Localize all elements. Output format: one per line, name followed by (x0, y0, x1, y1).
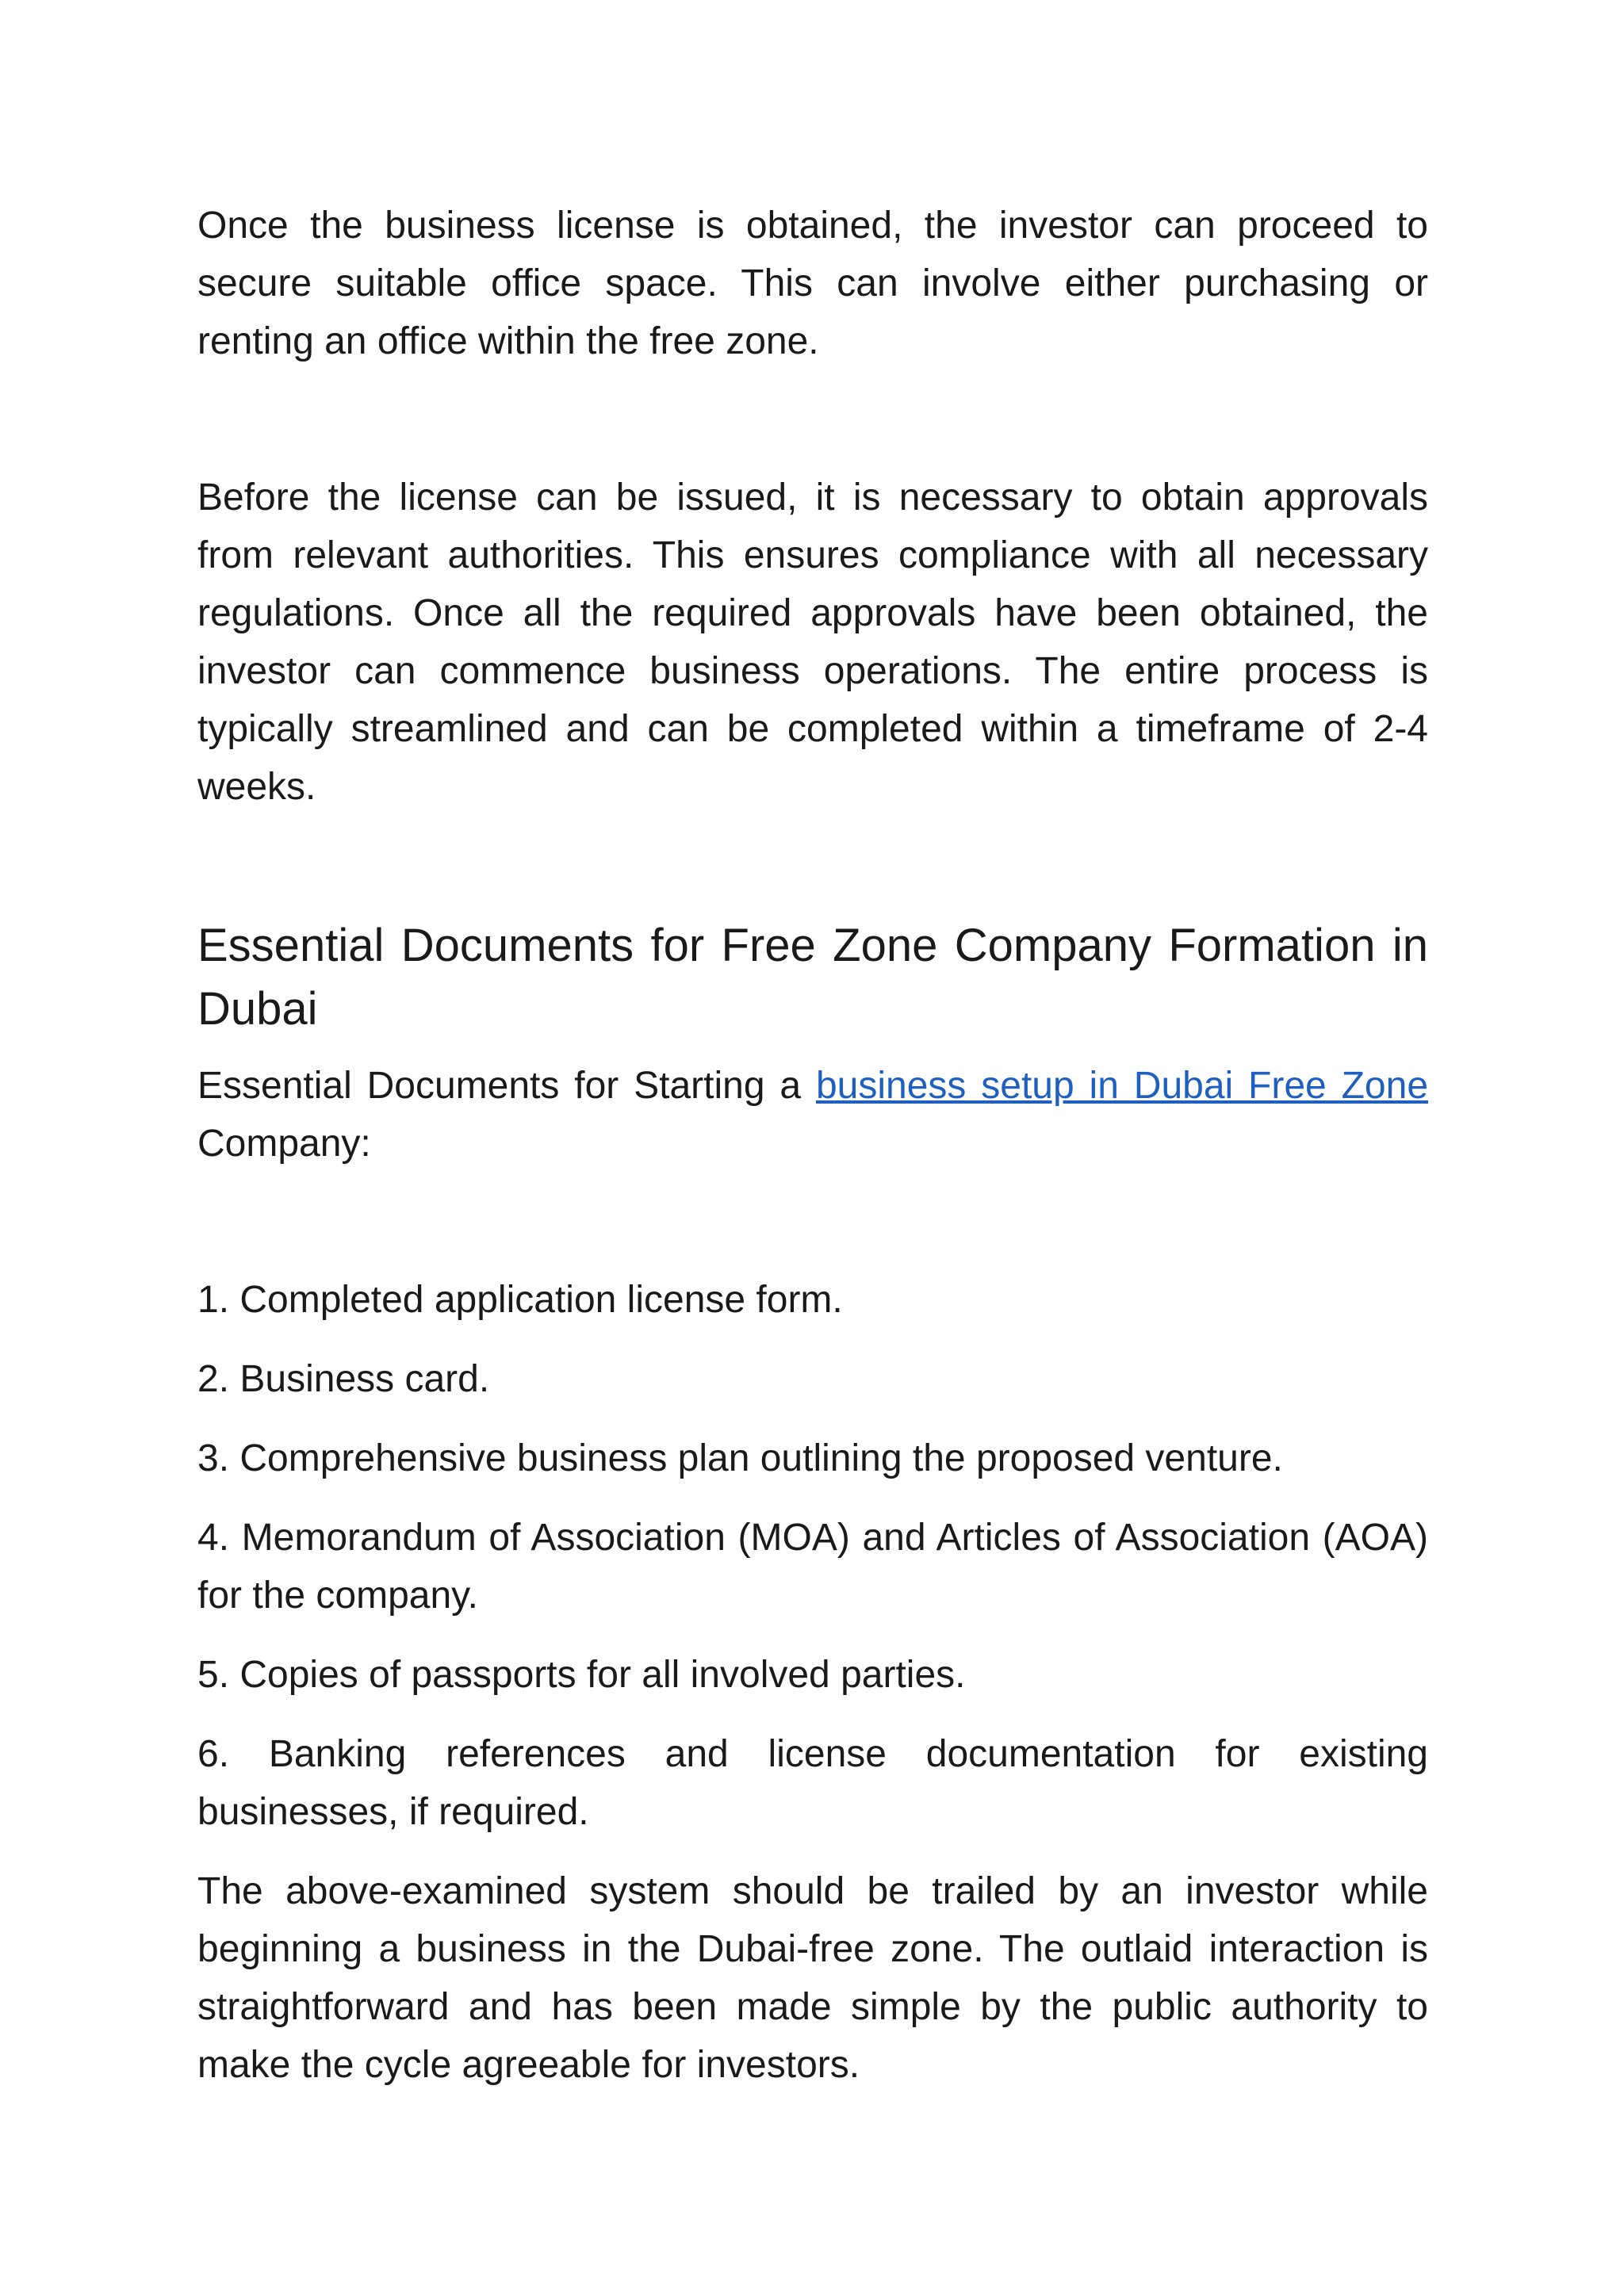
list-item: 1. Completed application license form. (197, 1279, 843, 1321)
section-heading: Essential Documents for Free Zone Company Formation in Dubai (197, 920, 1428, 1035)
list-item: 6. Banking references and license documentation for existing businesses, if required. (197, 1733, 1428, 1833)
intro-text: Essential Documents for Starting a (197, 1065, 816, 1107)
documents-list (197, 1271, 1428, 1841)
list-item: 4. Memorandum of Association (MOA) and Articles of Association (AOA) for the company. (197, 1517, 1428, 1617)
closing-paragraph: The above-examined system should be trailed by an investor while beginning a business in the Dubai-free zone. The outlaid interaction is straightforward and has been made simple by the public authority to make the cycle agreeable for investors. (197, 1870, 1428, 2086)
document-body (197, 197, 1428, 2094)
approvals-paragraph: Before the license can be issued, it is necessary to obtain approvals from relevant authorities. This ensures compliance with all necessary regulations. Once all the required approvals have been obtained, the investor can commence business operations. The entire process is typically streamlined and can be completed within a timeframe of 2-4 weeks. (197, 476, 1428, 808)
list-item: 2. Business card. (197, 1358, 490, 1400)
intro-text-end: Company: (197, 1123, 371, 1165)
business-setup-link[interactable]: business setup in Dubai Free Zone (815, 1065, 1429, 1107)
section-intro (197, 1057, 1428, 1173)
office-space-paragraph: Once the business license is obtained, the investor can proceed to secure suitable office space. This can involve either purchasing or renting an office within the free zone. (197, 205, 1428, 362)
list-item: 5. Copies of passports for all involved parties. (197, 1654, 966, 1696)
list-item: 3. Comprehensive business plan outlining the proposed venture. (197, 1437, 1283, 1479)
